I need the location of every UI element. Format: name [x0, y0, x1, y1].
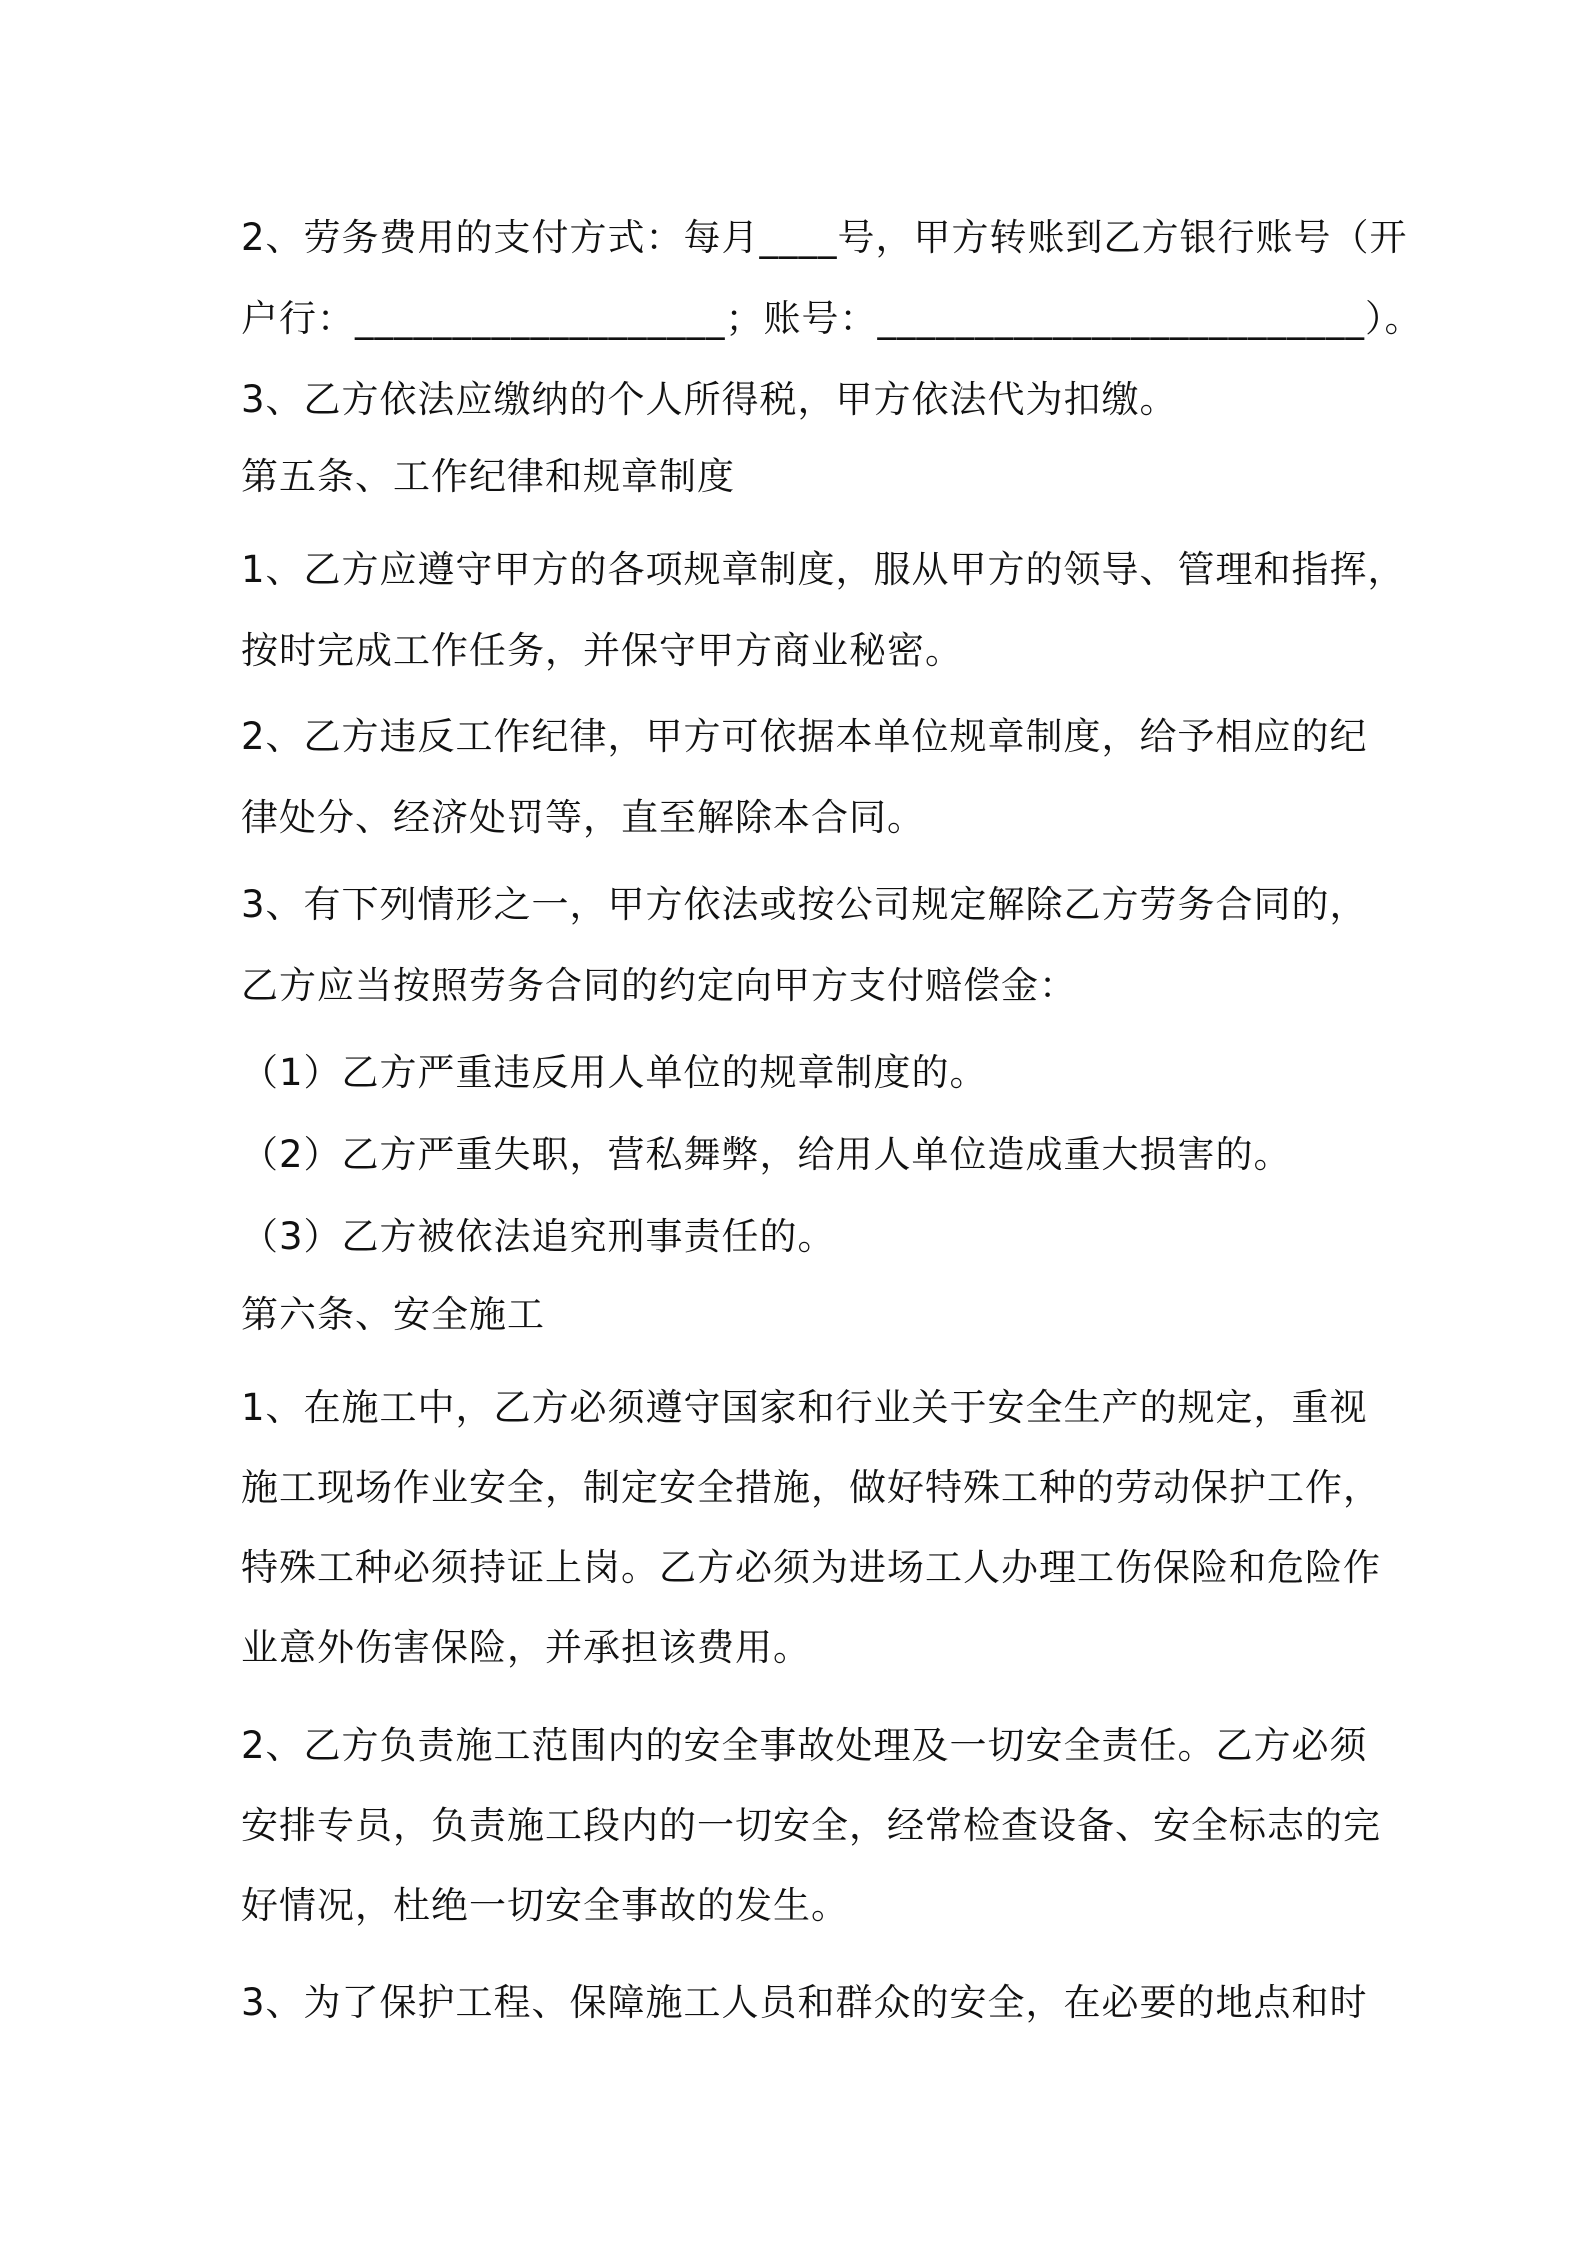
text-line: 业意外伤害保险，并承担该费用。: [241, 1626, 811, 1669]
text-line: 安排专员，负责施工段内的一切安全，经常检查设备、安全标志的完: [241, 1804, 1381, 1847]
text-line: 3、有下列情形之一，甲方依法或按公司规定解除乙方劳务合同的，: [241, 883, 1368, 926]
text-line: 律处分、经济处罚等，直至解除本合同。: [241, 796, 925, 839]
text-line: 好情况，杜绝一切安全事故的发生。: [241, 1884, 849, 1927]
text-line: 2、乙方负责施工范围内的安全事故处理及一切安全责任。乙方必须: [241, 1724, 1368, 1767]
text-line: 2、乙方违反工作纪律，甲方可依据本单位规章制度，给予相应的纪: [241, 715, 1368, 758]
text-line: 按时完成工作任务，并保守甲方商业秘密。: [241, 629, 963, 672]
text-line: 特殊工种必须持证上岗。乙方必须为进场工人办理工伤保险和危险作: [241, 1546, 1381, 1589]
section-heading: 第六条、安全施工: [241, 1293, 545, 1336]
text-line: 户行：___________________；账号：_________________________）。: [241, 297, 1423, 340]
text-line: 2、劳务费用的支付方式：每月____号，甲方转账到乙方银行账号（开: [241, 216, 1408, 259]
text-line: 1、乙方应遵守甲方的各项规章制度，服从甲方的领导、管理和指挥，: [241, 548, 1406, 591]
text-line: 施工现场作业安全，制定安全措施，做好特殊工种的劳动保护工作，: [241, 1466, 1381, 1509]
section-heading: 第五条、工作纪律和规章制度: [241, 455, 735, 498]
list-item: （1）乙方严重违反用人单位的规章制度的。: [241, 1051, 988, 1094]
list-item: （2）乙方严重失职，营私舞弊，给用人单位造成重大损害的。: [241, 1133, 1292, 1176]
text-line: 3、乙方依法应缴纳的个人所得税，甲方依法代为扣缴。: [241, 378, 1178, 421]
text-line: 3、为了保护工程、保障施工人员和群众的安全，在必要的地点和时: [241, 1981, 1368, 2024]
list-item: （3）乙方被依法追究刑事责任的。: [241, 1215, 836, 1258]
text-line: 乙方应当按照劳务合同的约定向甲方支付赔偿金：: [241, 964, 1077, 1007]
text-line: 1、在施工中，乙方必须遵守国家和行业关于安全生产的规定，重视: [241, 1386, 1368, 1429]
